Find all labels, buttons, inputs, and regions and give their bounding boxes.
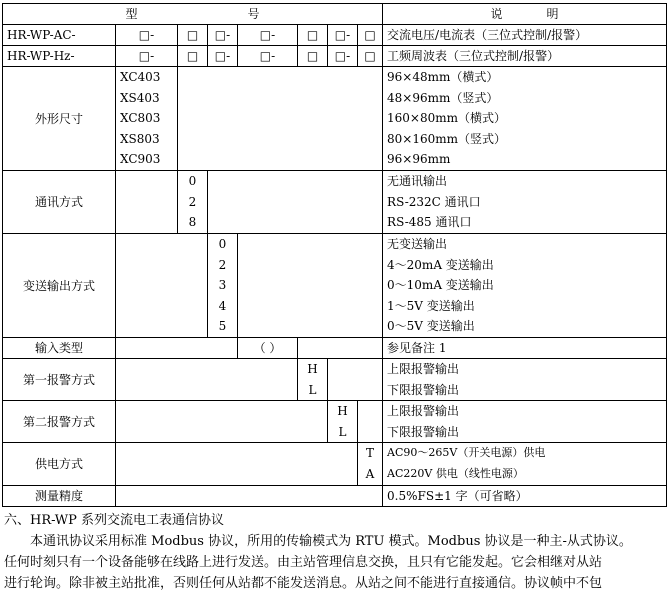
row-alarm2 bbox=[3, 401, 667, 443]
row-label: 供电方式 bbox=[3, 443, 116, 485]
code-slot: □ bbox=[178, 46, 208, 67]
code-slot: □ bbox=[298, 25, 328, 46]
description-header: 说 明 bbox=[383, 4, 667, 25]
alarm1-codes: H L bbox=[298, 359, 328, 401]
input-description: 参见备注 1 bbox=[383, 338, 667, 359]
power-codes: T A bbox=[358, 443, 383, 485]
row-label: 第一报警方式 bbox=[3, 359, 116, 401]
empty-cell bbox=[328, 359, 383, 401]
empty-cell bbox=[298, 338, 383, 359]
row-label: 测量精度 bbox=[3, 485, 116, 506]
row-precision bbox=[3, 485, 667, 506]
row-comm bbox=[3, 171, 667, 234]
comm-descriptions: 无通讯输出 RS-232C 通讯口 RS-485 通讯口 bbox=[383, 171, 667, 234]
paragraph-line: 本通讯协议采用标准 Modbus 协议，所用的传输模式为 RTU 模式。Modbus 协议是一种主-从式协议。 bbox=[30, 534, 632, 549]
size-descriptions: 96×48mm（横式） 48×96mm（竖式） 160×80mm（横式） 80×160mm（竖式） 96×96mm bbox=[383, 67, 667, 171]
code-slot: □ bbox=[358, 46, 383, 67]
code-slot: □ bbox=[298, 46, 328, 67]
empty-cell bbox=[178, 67, 383, 171]
empty-cell bbox=[116, 171, 178, 234]
code-slot: □- bbox=[208, 46, 238, 67]
code-slot: □- bbox=[238, 25, 298, 46]
alarm2-codes: H L bbox=[328, 401, 358, 443]
row-ac-model bbox=[3, 25, 667, 46]
row-power bbox=[3, 443, 667, 485]
model-header: 型 号 bbox=[3, 4, 383, 25]
input-code: （ ） bbox=[238, 338, 298, 359]
code-slot: □- bbox=[328, 25, 358, 46]
row-transmit bbox=[3, 234, 667, 338]
section-heading: 六、HR-WP 系列交流电工表通信协议 bbox=[4, 513, 225, 528]
power-descriptions: AC90～265V（开关电源）供电 AC220V 供电（线性电源） bbox=[383, 443, 667, 485]
code-slot: □- bbox=[116, 46, 178, 67]
row-label: 变送输出方式 bbox=[3, 234, 116, 338]
transmit-codes: 0 2 3 4 5 bbox=[208, 234, 238, 338]
code-slot: □ bbox=[178, 25, 208, 46]
row-hz-model bbox=[3, 46, 667, 67]
empty-cell bbox=[116, 234, 208, 338]
code-slot: □- bbox=[208, 25, 238, 46]
row-label: 通讯方式 bbox=[3, 171, 116, 234]
model-description: 交流电压/电流表（三位式控制/报警） bbox=[383, 25, 667, 46]
empty-cell bbox=[238, 234, 383, 338]
empty-cell bbox=[116, 359, 298, 401]
model-name: HR-WP-Hz- bbox=[3, 46, 116, 67]
row-size bbox=[3, 67, 667, 171]
code-slot: □- bbox=[238, 46, 298, 67]
empty-cell bbox=[116, 443, 358, 485]
alarm1-descriptions: 上限报警输出 下限报警输出 bbox=[383, 359, 667, 401]
paragraph-line: 进行轮询。除非被主站批准，否则任何从站都不能发送消息。从站之间不能进行直接通信。协议帧中不包 bbox=[4, 576, 603, 591]
header-row bbox=[3, 4, 667, 25]
empty-cell bbox=[116, 401, 328, 443]
row-input bbox=[3, 338, 667, 359]
model-description: 工频周波表（三位式控制/报警） bbox=[383, 46, 667, 67]
row-label: 外形尺寸 bbox=[3, 67, 116, 171]
size-codes: XC403 XS403 XC803 XS803 XC903 bbox=[116, 67, 178, 171]
precision-description: 0.5%FS±1 字（可省略） bbox=[383, 485, 667, 506]
comm-codes: 0 2 8 bbox=[178, 171, 208, 234]
model-spec-table bbox=[2, 3, 667, 507]
model-name: HR-WP-AC- bbox=[3, 25, 116, 46]
row-label: 输入类型 bbox=[3, 338, 116, 359]
row-label: 第二报警方式 bbox=[3, 401, 116, 443]
transmit-descriptions: 无变送输出 4～20mA 变送输出 0～10mA 变送输出 1～5V 变送输出 0～5V 变送输出 bbox=[383, 234, 667, 338]
empty-cell bbox=[358, 401, 383, 443]
code-slot: □ bbox=[358, 25, 383, 46]
empty-cell bbox=[116, 485, 383, 506]
empty-cell bbox=[116, 338, 238, 359]
empty-cell bbox=[208, 171, 383, 234]
code-slot: □- bbox=[328, 46, 358, 67]
row-alarm1 bbox=[3, 359, 667, 401]
paragraph-line: 任何时刻只有一个设备能够在线路上进行发送。由主站管理信息交换，且只有它能发起。它会相继对从站 bbox=[4, 555, 603, 570]
code-slot: □- bbox=[116, 25, 178, 46]
alarm2-descriptions: 上限报警输出 下限报警输出 bbox=[383, 401, 667, 443]
